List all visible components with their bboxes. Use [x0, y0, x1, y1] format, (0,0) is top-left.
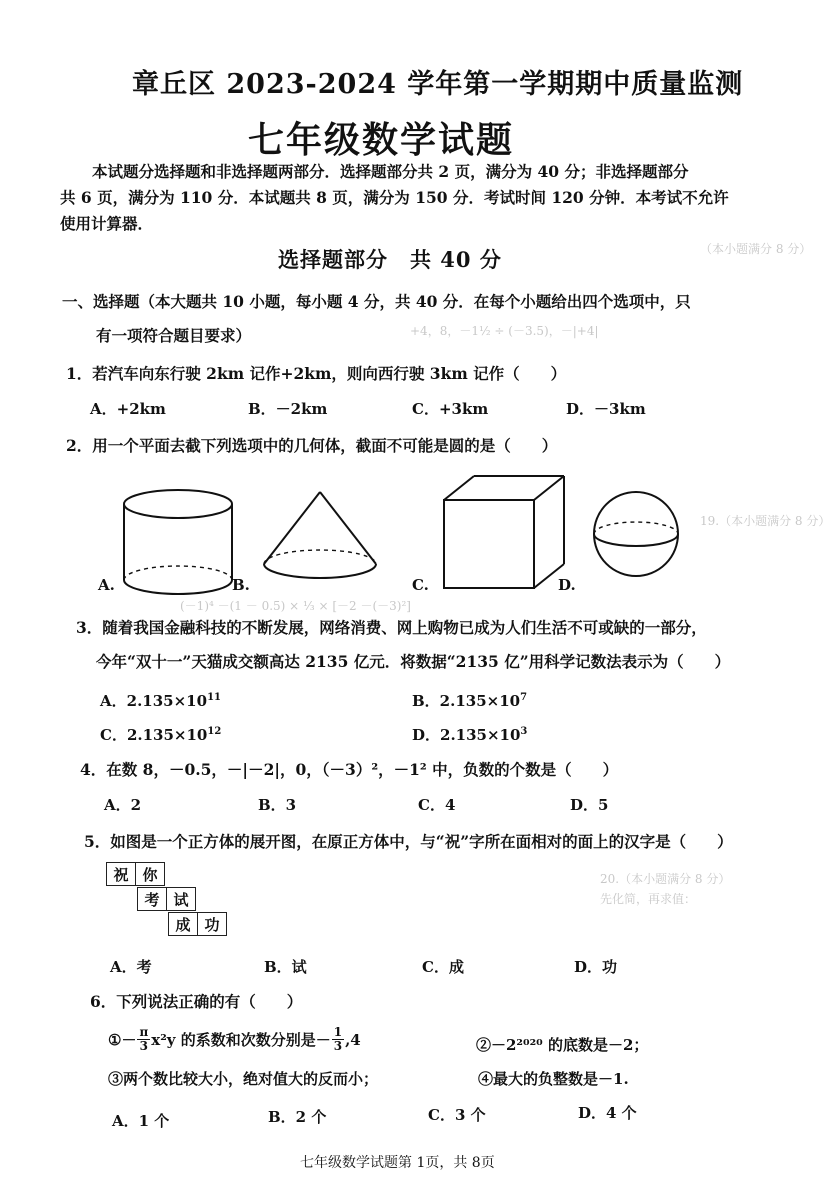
q5-option-a: A．考	[110, 958, 152, 976]
q6-statement-3: ③两个数比较大小，绝对值大的反而小；	[108, 1070, 379, 1088]
q3-option-b: B．$2.135\times 10^7$	[412, 692, 528, 710]
q3-option-a: A．$2.135\times 10^{11}$	[100, 692, 221, 710]
q5-stem: 5．如图是一个正方体的展开图，在原正方体中，与“祝”字所在面相对的面上的汉字是（ ）	[84, 832, 733, 851]
q1-option-b: B．－2km	[248, 400, 328, 418]
q2-stem: 2．用一个平面去截下列选项中的几何体，截面不可能是圆的是（ ）	[66, 436, 558, 455]
part1-instructions-1: 一、选择题（本大题共 10 小题，每小题 4 分，共 40 分．在每个小题给出四个选项中，只	[62, 292, 691, 311]
cube-shape	[444, 476, 564, 588]
q5-option-b: B．试	[264, 958, 307, 976]
q1-option-c: C．+3km	[412, 400, 489, 418]
cube-net-row-2	[137, 887, 196, 911]
q2-option-d: D.	[558, 576, 576, 594]
cone-shape	[264, 492, 376, 578]
cylinder-shape	[124, 490, 232, 594]
q4-option-d: D．5	[570, 796, 609, 814]
q3-stem-line-1: 3．随着我国金融科技的不断发展，网络消费、网上购物已成为人们生活不可或缺的一部分，	[76, 618, 707, 637]
intro-line-3: 使用计算器．	[60, 214, 154, 233]
q2-solids-figure	[0, 460, 794, 600]
q5-option-c: C．成	[422, 958, 464, 976]
intro-line-2: 共 6 页，满分为 110 分．本试题共 8 页，满分为 150 分．考试时间 120 分钟．本考试不允许	[60, 188, 729, 207]
page-footer: 七年级数学试题第 1页，共 8页	[300, 1155, 495, 1171]
q6-statement-2: ②－2²⁰²⁰ 的底数是－2；	[476, 1036, 649, 1054]
q3-option-c: C．$2.135\times 10^{12}$	[100, 726, 222, 744]
sphere-shape	[594, 492, 678, 576]
q4-option-a: A．2	[104, 796, 142, 814]
net-cell: 成	[169, 913, 198, 936]
part1-instructions-2: 有一项符合题目要求）	[96, 326, 252, 345]
section-heading: 选择题部分 共 40 分	[278, 247, 502, 272]
cube-net-row-1	[106, 862, 165, 886]
cube-net-row-3	[168, 912, 227, 936]
net-cell: 功	[198, 913, 227, 936]
exam-title: 章丘区 2023-2024 学年第一学期期中质量监测	[132, 69, 744, 100]
q6-option-a: A．1 个	[112, 1112, 170, 1130]
net-cell: 考	[138, 888, 167, 911]
q6-stem: 6．下列说法正确的有（ ）	[90, 992, 303, 1011]
q5-option-d: D．功	[574, 958, 618, 976]
q6-statement-1: ①－ $\frac{\pi}{3}$ x²y 的系数和次数分别是－ $\frac{1}{3}$ ,4	[108, 1025, 361, 1053]
q4-option-c: C．4	[418, 796, 456, 814]
exam-subtitle: 七年级数学试题	[248, 119, 515, 161]
q6-statement-4: ④最大的负整数是－1.	[478, 1070, 629, 1088]
q2-option-b: B.	[232, 576, 250, 594]
q1-stem: 1．若汽车向东行驶 2km 记作+2km，则向西行驶 3km 记作（ ）	[66, 364, 567, 383]
net-cell: 你	[136, 863, 165, 886]
q1-option-d: D．－3km	[566, 400, 646, 418]
q6-option-d: D．4 个	[578, 1104, 637, 1122]
q3-stem-line-2: 今年“双十一”天猫成交额高达 2135 亿元．将数据“2135 亿”用科学记数法表示为（ ）	[96, 652, 731, 671]
q6-option-c: C．3 个	[428, 1106, 486, 1124]
q3-option-d: D．$2.135\times 10^3$	[412, 726, 528, 744]
q4-option-b: B．3	[258, 796, 297, 814]
q1-option-a: A．+2km	[90, 400, 166, 418]
q2-option-a: A.	[98, 576, 115, 594]
q2-option-c: C.	[412, 576, 429, 594]
intro-line-1: 本试题分选择题和非选择题两部分．选择题部分共 2 页，满分为 40 分；非选择题部分	[92, 162, 689, 181]
q4-stem: 4．在数 8，－0.5，－|－2|，0，（－3）²，－1² 中，负数的个数是（ ）	[80, 760, 619, 779]
net-cell: 祝	[107, 863, 136, 886]
q6-option-b: B．2 个	[268, 1108, 327, 1126]
net-cell: 试	[167, 888, 196, 911]
